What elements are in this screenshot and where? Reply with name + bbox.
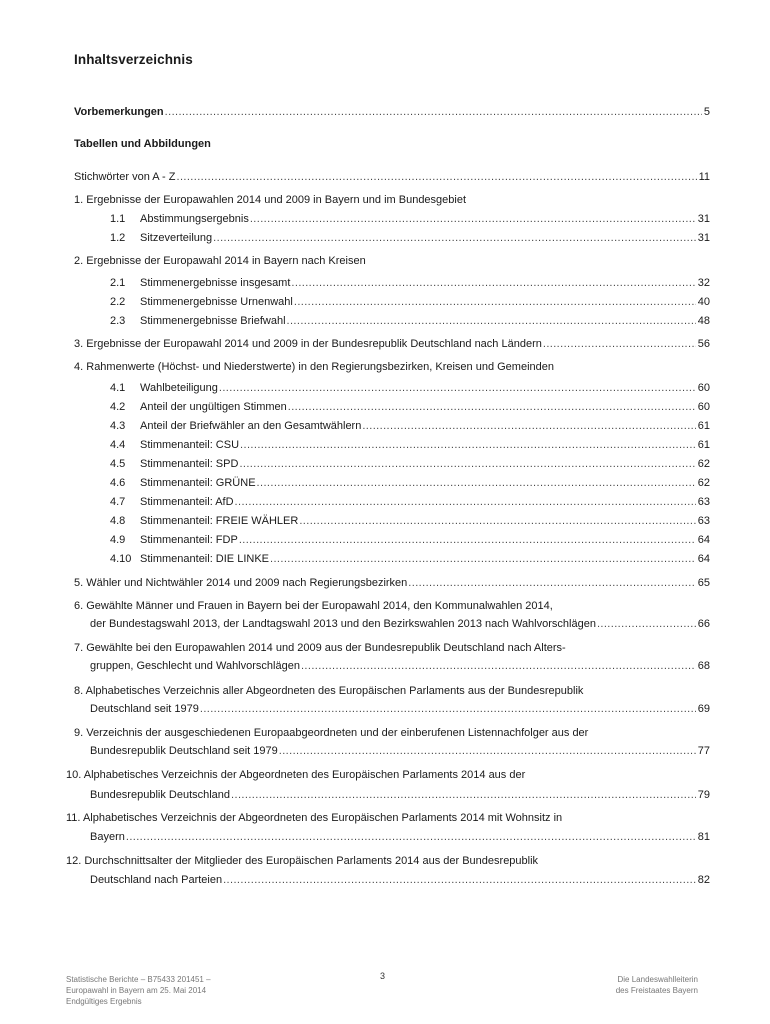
toc-entry-label [74, 575, 408, 591]
toc-entry-4-1[interactable] [110, 380, 710, 396]
toc-entry-2-2[interactable] [110, 294, 710, 310]
footer-publisher-line1: Die Landeswahlleiterin [617, 975, 698, 984]
toc-page-number: 64 [697, 534, 710, 546]
toc-page-number: 62 [697, 458, 710, 470]
toc-subsection-label: Stimmenanteil: GRÜNE [140, 477, 256, 489]
toc-section-number: 12. [66, 855, 82, 867]
toc-page-number: 31 [697, 232, 710, 244]
toc-subsection-number: 4.10 [110, 553, 132, 565]
toc-subsection-label: Stimmenanteil: DIE LINKE [140, 553, 269, 565]
toc-section-title: Ergebnisse der Europawahl 2014 in Bayern nach Kreisen [86, 255, 366, 267]
dot-leader [239, 456, 695, 472]
toc-subsection-label: Stimmenergebnisse Urnenwahl [140, 296, 293, 308]
toc-section-8-line2[interactable] [90, 701, 710, 717]
toc-page-number: 56 [697, 338, 710, 350]
toc-section-10-line2[interactable] [90, 787, 710, 803]
toc-entry-4-7[interactable] [110, 494, 710, 510]
toc-page-number: 31 [697, 213, 710, 225]
toc-subsection-number: 4.3 [110, 420, 126, 432]
dot-leader [597, 616, 696, 632]
toc-subsection-number: 4.4 [110, 439, 126, 451]
toc-entry-4-10[interactable] [110, 551, 710, 567]
page-title: Inhaltsverzeichnis [74, 52, 193, 67]
toc-subsection-number: 4.8 [110, 515, 126, 527]
toc-entry-label: Stichwörter von A - Z [74, 171, 176, 183]
dot-leader [291, 275, 695, 291]
page-number: 3 [380, 971, 386, 981]
toc-page-number: 68 [697, 660, 710, 672]
toc-page-number: 40 [697, 296, 710, 308]
toc-page-number: 60 [697, 382, 710, 394]
toc-subsection-label: Anteil der ungültigen Stimmen [140, 401, 287, 413]
toc-entry-4-9[interactable] [110, 532, 710, 548]
toc-section-9-line1[interactable] [74, 725, 710, 741]
toc-page-number: 60 [697, 401, 710, 413]
footer-publication: Statistische Berichte – B75433 201451 – [66, 975, 211, 984]
toc-page-number: 77 [697, 745, 710, 757]
dot-leader [287, 313, 696, 329]
toc-entry-label: Bundesrepublik Deutschland [90, 789, 231, 801]
toc-section-title: Alphabetisches Verzeichnis der Abgeordneten des Europäischen Parlaments 2014 aus der [83, 769, 526, 781]
toc-subsection-label: Abstimmungsergebnis [140, 213, 249, 225]
dot-leader [213, 230, 696, 246]
dot-leader [257, 475, 696, 491]
toc-page-number: 65 [697, 577, 710, 589]
toc-section-2-title[interactable] [74, 253, 710, 269]
toc-section-12-line2[interactable] [90, 872, 710, 888]
toc-entry-label [110, 399, 288, 415]
toc-entry-5[interactable] [74, 575, 710, 591]
toc-subsection-number: 4.9 [110, 534, 126, 546]
dot-leader [299, 513, 695, 529]
toc-entry-label [110, 513, 299, 529]
toc-subsection-label: Stimmenanteil: AfD [140, 496, 234, 508]
dot-leader [301, 658, 696, 674]
toc-section-title: Wähler und Nichtwähler 2014 und 2009 nach Regierungsbezirken [86, 577, 408, 589]
toc-subsection-label: Anteil der Briefwähler an den Gesamtwählern [140, 420, 362, 432]
toc-entry-label [110, 230, 213, 246]
dot-leader [408, 575, 695, 591]
dot-leader [288, 399, 696, 415]
dot-leader [231, 787, 696, 803]
dot-leader [294, 294, 696, 310]
toc-section-7-line1[interactable] [74, 640, 710, 656]
toc-entry-4-4[interactable] [110, 437, 710, 453]
dot-leader [279, 743, 696, 759]
toc-entry-4-2[interactable] [110, 399, 710, 415]
dot-leader [126, 829, 696, 845]
toc-entry-4-6[interactable] [110, 475, 710, 491]
toc-entry-vorbemerkungen[interactable] [74, 104, 710, 120]
dot-leader [176, 169, 696, 185]
toc-subsection-label: Sitzeverteilung [140, 232, 213, 244]
toc-section-number: 8. [74, 685, 84, 697]
toc-section-1-title[interactable] [74, 192, 710, 208]
toc-section-number: 3. [74, 338, 84, 350]
toc-entry-2-1[interactable] [110, 275, 710, 291]
toc-section-title: Gewählte bei den Europawahlen 2014 und 2009 aus der Bundesrepublik Deutschland nach Alters- [86, 642, 566, 654]
toc-entry-4-5[interactable] [110, 456, 710, 472]
toc-subsection-label: Wahlbeteiligung [140, 382, 218, 394]
toc-section-9-line2[interactable] [90, 743, 710, 759]
toc-subsection-label: Stimmenergebnisse insgesamt [140, 277, 291, 289]
toc-page-number: 79 [697, 789, 710, 801]
toc-section-title: Verzeichnis der ausgeschiedenen Europaabgeordneten und der einberufenen Listennachfolger aus der [86, 727, 589, 739]
toc-section-number: 7. [74, 642, 84, 654]
toc-subsection-number: 1.2 [110, 232, 126, 244]
section-heading-tabellen: Tabellen und Abbildungen [74, 138, 211, 150]
toc-section-title: Durchschnittsalter der Mitglieder des Europäischen Parlaments 2014 aus der Bundesrepublik [84, 855, 539, 867]
toc-entry-label [74, 336, 543, 352]
toc-entry-label: Bundesrepublik Deutschland seit 1979 [90, 745, 278, 757]
toc-page-number: 63 [697, 496, 710, 508]
footer-subject: Europawahl in Bayern am 25. Mai 2014 [66, 986, 207, 995]
footer-publisher-line2: des Freistaates Bayern [615, 986, 698, 995]
toc-section-number: 9. [74, 727, 84, 739]
toc-entry-label [110, 380, 219, 396]
toc-section-number: 11. [66, 812, 81, 824]
toc-section-12-line1[interactable] [66, 853, 710, 869]
toc-section-title: Rahmenwerte (Höchst- und Niederstwerte) in den Regierungsbezirken, Kreisen und Gemeinden [86, 361, 554, 373]
toc-entry-label [110, 294, 294, 310]
toc-page-number: 11 [698, 171, 710, 183]
toc-entry-label [110, 437, 240, 453]
dot-leader [219, 380, 696, 396]
toc-entry-label: Deutschland seit 1979 [90, 703, 199, 715]
toc-section-number: 10. [66, 769, 82, 781]
toc-entry-label: Vorbemerkungen [74, 106, 164, 118]
toc-subsection-number: 2.1 [110, 277, 126, 289]
toc-section-6-line2[interactable] [90, 616, 710, 632]
toc-section-8-line1[interactable] [74, 683, 710, 699]
toc-entry-4-3[interactable] [110, 418, 710, 434]
dot-leader [270, 551, 696, 567]
toc-section-11-line2[interactable] [90, 829, 710, 845]
toc-section-title: Alphabetisches Verzeichnis aller Abgeordneten des Europäischen Parlaments aus der Bundesrepublik [85, 685, 584, 697]
toc-entry-label: Bayern [90, 831, 125, 843]
toc-entry-label [110, 211, 250, 227]
toc-section-title: Ergebnisse der Europawahl 2014 und 2009 in der Bundesrepublik Deutschland nach Ländern [86, 338, 542, 350]
dot-leader [543, 336, 696, 352]
dot-leader [200, 701, 696, 717]
toc-entry-2-3[interactable] [110, 313, 710, 329]
toc-page-number: 66 [697, 618, 710, 630]
dot-leader [223, 872, 696, 888]
toc-page-number: 48 [697, 315, 710, 327]
toc-entry-1-2[interactable] [110, 230, 710, 246]
toc-page-number: 69 [697, 703, 710, 715]
toc-subsection-label: Stimmenanteil: FDP [140, 534, 238, 546]
toc-section-title: Ergebnisse der Europawahlen 2014 und 2009 in Bayern und im Bundesgebiet [86, 194, 467, 206]
footer-right [616, 974, 698, 996]
toc-subsection-number: 4.5 [110, 458, 126, 470]
toc-subsection-number: 1.1 [110, 213, 126, 225]
toc-entry-label: der Bundestagswahl 2013, der Landtagswahl 2013 und den Bezirkswahlen 2013 nach Wahlvorschlägen [90, 618, 596, 630]
toc-page-number: 61 [697, 439, 710, 451]
dot-leader [362, 418, 695, 434]
toc-page-number: 32 [697, 277, 710, 289]
toc-section-10-line1[interactable] [66, 767, 710, 783]
toc-section-title: Gewählte Männer und Frauen in Bayern bei der Europawahl 2014, den Kommunalwahlen 2014, [86, 600, 553, 612]
toc-entry-label [110, 456, 239, 472]
toc-entry-label: gruppen, Geschlecht und Wahlvorschlägen [90, 660, 300, 672]
toc-subsection-label: Stimmenanteil: CSU [140, 439, 240, 451]
toc-page-number: 5 [703, 106, 710, 118]
dot-leader [165, 104, 702, 120]
toc-section-number: 1. [74, 194, 84, 206]
dot-leader [235, 494, 696, 510]
toc-section-6-line1[interactable] [74, 598, 710, 614]
toc-subsection-number: 2.2 [110, 296, 126, 308]
toc-entry-4-8[interactable] [110, 513, 710, 529]
toc-entry-label [110, 551, 270, 567]
footer-status: Endgültiges Ergebnis [66, 997, 142, 1006]
toc-entry-label: Deutschland nach Parteien [90, 874, 223, 886]
toc-entry-label [110, 532, 239, 548]
toc-section-11-line1[interactable] [66, 810, 710, 826]
footer-left [66, 974, 211, 1007]
toc-page-number: 62 [697, 477, 710, 489]
dot-leader [240, 437, 696, 453]
dot-leader [239, 532, 696, 548]
toc-subsection-label: Stimmenanteil: SPD [140, 458, 239, 470]
toc-subsection-number: 2.3 [110, 315, 126, 327]
toc-entry-stichwoerter[interactable] [74, 169, 710, 185]
toc-entry-label [110, 275, 291, 291]
toc-subsection-number: 4.7 [110, 496, 126, 508]
toc-section-number: 5. [74, 577, 84, 589]
toc-subsection-number: 4.2 [110, 401, 126, 413]
toc-page-number: 81 [697, 831, 710, 843]
toc-entry-label [110, 494, 235, 510]
toc-page-number: 82 [697, 874, 710, 886]
toc-entry-label [110, 418, 362, 434]
toc-section-number: 6. [74, 600, 84, 612]
toc-entry-label [110, 313, 287, 329]
toc-entry-1-1[interactable] [110, 211, 710, 227]
dot-leader [250, 211, 696, 227]
toc-section-7-line2[interactable] [90, 658, 710, 674]
toc-page-number: 64 [697, 553, 710, 565]
toc-subsection-number: 4.6 [110, 477, 126, 489]
toc-subsection-label: Stimmenergebnisse Briefwahl [140, 315, 286, 327]
toc-entry-label [110, 475, 257, 491]
toc-subsection-number: 4.1 [110, 382, 126, 394]
toc-subsection-label: Stimmenanteil: FREIE WÄHLER [140, 515, 299, 527]
toc-section-title: Alphabetisches Verzeichnis der Abgeordneten des Europäischen Parlaments 2014 mit Wohnsitz in [82, 812, 563, 824]
toc-section-number: 2. [74, 255, 84, 267]
toc-section-4-title[interactable] [74, 359, 710, 375]
toc-entry-3[interactable] [74, 336, 710, 352]
toc-page-number: 63 [697, 515, 710, 527]
toc-section-number: 4. [74, 361, 84, 373]
toc-page-number: 61 [697, 420, 710, 432]
